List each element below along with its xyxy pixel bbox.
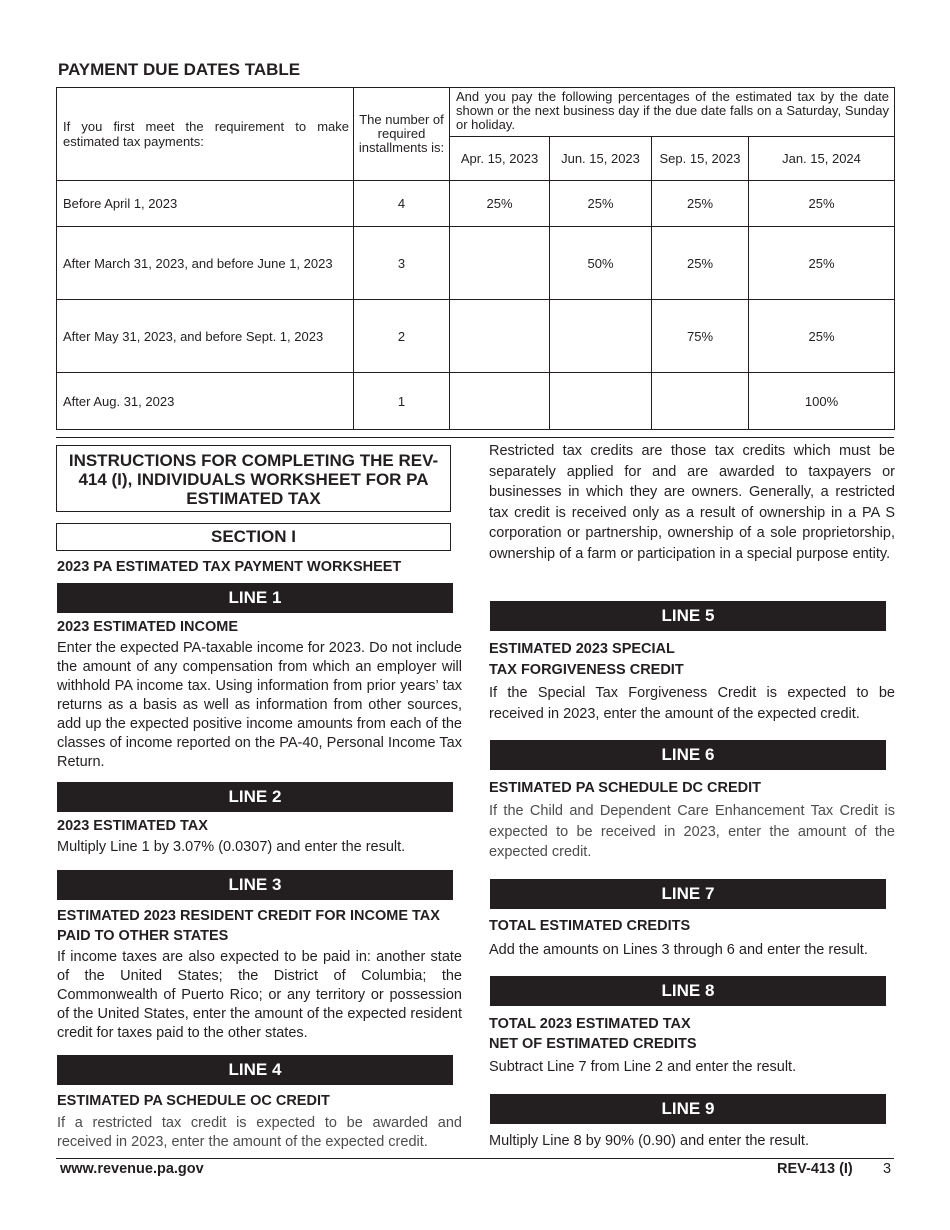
section-title: SECTION I	[56, 523, 451, 551]
line-5-text: If the Special Tax Forgiveness Credit is expected to be received in 2023, enter the amount of the expected credit.	[489, 685, 895, 722]
instructions-title: INSTRUCTIONS FOR COMPLETING THE REV-414 (I), INDIVIDUALS WORKSHEET FOR PA ESTIMATED TAX	[56, 445, 451, 512]
divider	[56, 437, 894, 438]
percent-cell	[450, 300, 550, 373]
percentages-header: And you pay the following percentages of the estimated tax by the date shown or the next business day if the due date falls on a Saturday, Sunday or holiday.	[450, 88, 895, 137]
percent-cell: 25%	[749, 181, 895, 227]
percent-cell: 25%	[450, 181, 550, 227]
percent-cell: 25%	[652, 227, 749, 300]
footer-form-number: REV-413 (I)	[777, 1161, 853, 1177]
footer-url: www.revenue.pa.gov	[60, 1161, 204, 1177]
line-6-bar: LINE 6	[490, 740, 886, 770]
line-8-heading: TOTAL 2023 ESTIMATED TAX	[489, 1016, 691, 1032]
percent-cell	[652, 373, 749, 430]
line-1-bar: LINE 1	[57, 583, 453, 613]
page-number: 3	[883, 1161, 892, 1177]
percent-cell: 25%	[749, 227, 895, 300]
row-label: Before April 1, 2023	[57, 181, 354, 227]
first-meet-header: If you first meet the requirement to make estimated tax payments:	[57, 88, 354, 181]
footer-rule	[56, 1158, 894, 1159]
table-row	[57, 181, 895, 227]
line-5-heading: ESTIMATED 2023 SPECIAL	[489, 641, 675, 657]
line-6-heading: ESTIMATED PA SCHEDULE DC CREDIT	[489, 780, 762, 796]
percent-cell	[550, 300, 652, 373]
row-label: After March 31, 2023, and before June 1, 2023	[57, 227, 354, 300]
line-7-text: Add the amounts on Lines 3 through 6 and enter the result.	[489, 942, 868, 958]
line-3-heading: ESTIMATED 2023 RESIDENT CREDIT FOR INCOME TAX PAID TO OTHER STATES	[57, 908, 440, 944]
line-8-heading: NET OF ESTIMATED CREDITS	[489, 1036, 697, 1052]
row-label: After May 31, 2023, and before Sept. 1, 2023	[57, 300, 354, 373]
table-row	[57, 227, 895, 300]
installments-cell: 1	[354, 373, 450, 430]
installments-cell: 4	[354, 181, 450, 227]
percent-cell: 50%	[550, 227, 652, 300]
line-2-heading: 2023 ESTIMATED TAX	[57, 818, 208, 834]
line-8-bar: LINE 8	[490, 976, 886, 1006]
installments-cell: 2	[354, 300, 450, 373]
table-row	[57, 300, 895, 373]
row-label: After Aug. 31, 2023	[57, 373, 354, 430]
installments-cell: 3	[354, 227, 450, 300]
line-7-bar: LINE 7	[490, 879, 886, 909]
percent-cell: 25%	[550, 181, 652, 227]
table-title: PAYMENT DUE DATES TABLE	[58, 60, 301, 79]
line-4-continued-text: Restricted tax credits are those tax credits which must be separately applied for and are awarded to taxpayers or businesses in which they are owners. Generally, a restricted tax credit is received only as a result of ownership in a PA S corporation or partnership, ownership of a sole proprietorship, ownership of a farm or participation in a special purpose entity.	[489, 443, 895, 562]
line-3-text: If income taxes are also expected to be paid in: another state of the United States; the District of Columbia; the Commonwealth of Puerto Rico; or any territory or possession of the United States, enter the amount of the expected resident credit for taxes paid to the other states.	[57, 949, 462, 1041]
line-7-heading: TOTAL ESTIMATED CREDITS	[489, 918, 691, 934]
percent-cell: 25%	[749, 300, 895, 373]
worksheet-title: 2023 PA ESTIMATED TAX PAYMENT WORKSHEET	[57, 559, 402, 575]
line-5-bar: LINE 5	[490, 601, 886, 631]
percent-cell: 100%	[749, 373, 895, 430]
percent-cell	[450, 227, 550, 300]
line-4-heading: ESTIMATED PA SCHEDULE OC CREDIT	[57, 1093, 330, 1109]
payment-due-dates-table	[56, 87, 895, 430]
table-row	[57, 373, 895, 430]
date-header: Sep. 15, 2023	[652, 137, 749, 181]
date-header: Apr. 15, 2023	[450, 137, 550, 181]
line-5-heading: TAX FORGIVENESS CREDIT	[489, 662, 684, 678]
line-4-text: If a restricted tax credit is expected to be awarded and received in 2023, enter the amount of the expected credit.	[57, 1115, 462, 1150]
percent-cell: 75%	[652, 300, 749, 373]
line-2-bar: LINE 2	[57, 782, 453, 812]
line-4-bar: LINE 4	[57, 1055, 453, 1085]
installments-header: The number of required installments is:	[354, 88, 450, 181]
percent-cell	[550, 373, 652, 430]
line-2-text: Multiply Line 1 by 3.07% (0.0307) and enter the result.	[57, 839, 406, 855]
percent-cell	[450, 373, 550, 430]
date-header: Jan. 15, 2024	[749, 137, 895, 181]
line-1-text: Enter the expected PA-taxable income for 2023. Do not include the amount of any compensation from which an employer will withhold PA income tax. Using information from prior years’ tax returns as a basis as well as information from other sources, add up the expected positive income amounts from each of the classes of income reported on the PA-40, Personal Income Tax Return.	[57, 640, 462, 770]
line-9-text: Multiply Line 8 by 90% (0.90) and enter the result.	[489, 1133, 809, 1149]
percent-cell: 25%	[652, 181, 749, 227]
line-1-heading: 2023 ESTIMATED INCOME	[57, 619, 239, 635]
date-header: Jun. 15, 2023	[550, 137, 652, 181]
line-6-text: If the Child and Dependent Care Enhancement Tax Credit is expected to be received in 2023, enter the amount of the expected credit.	[489, 803, 895, 861]
line-9-bar: LINE 9	[490, 1094, 886, 1124]
line-3-bar: LINE 3	[57, 870, 453, 900]
line-8-text: Subtract Line 7 from Line 2 and enter the result.	[489, 1059, 797, 1075]
